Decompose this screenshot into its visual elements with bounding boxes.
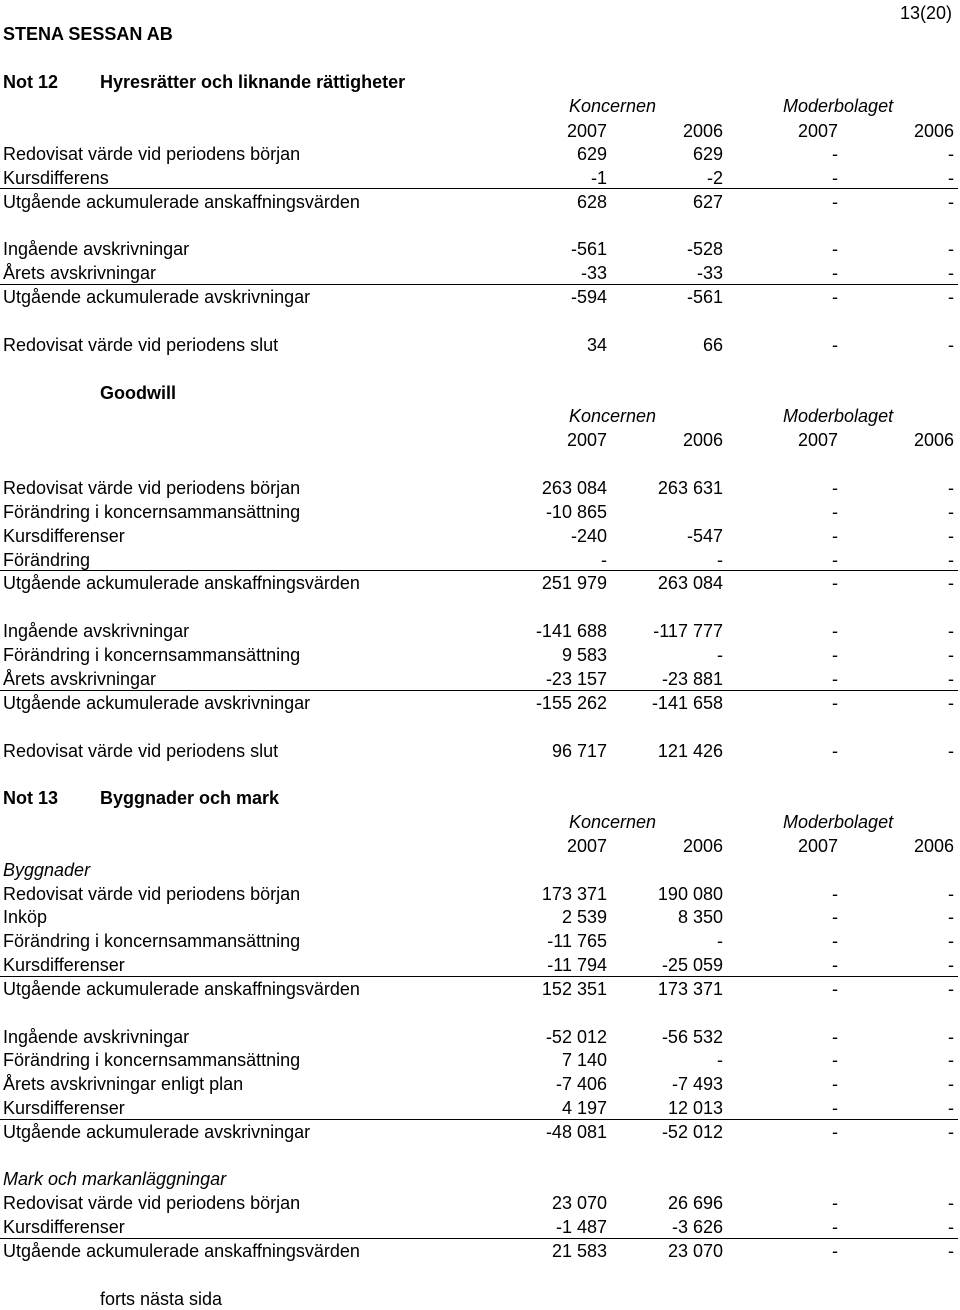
cell: - [832,1217,838,1237]
row-label: Redovisat värde vid periodens slut [3,741,279,761]
cell: - [948,621,954,641]
row-label: Kursdifferenser [3,526,125,546]
row-label: Utgående ackumulerade avskrivningar [3,1122,311,1142]
row-label: Årets avskrivningar enligt plan [3,1074,244,1094]
page-number: 13(20) [899,3,952,23]
cell: - [832,979,838,999]
cell: - [832,144,838,164]
cell: 66 [702,335,723,355]
cell: 7 140 [561,1050,607,1070]
cell: - [948,693,954,713]
header-moderbolaget: Moderbolaget [783,812,894,832]
cell: - [948,1098,954,1118]
note-13-title: Byggnader och mark [100,788,280,808]
year-header: 2006 [913,836,954,856]
cell: - [832,621,838,641]
row-label: Utgående ackumulerade avskrivningar [3,287,311,307]
header-koncernen: Koncernen [569,812,657,832]
cell: - [948,884,954,904]
year-header: 2006 [682,430,723,450]
sum-rule [0,188,958,189]
cell: - [832,573,838,593]
row-label: Kursdifferenser [3,1098,125,1118]
cell: - [832,335,838,355]
note-12-number: Not 12 [3,72,59,92]
cell: - [832,1098,838,1118]
cell: 628 [576,192,607,212]
cell: -23 157 [545,669,607,689]
cell: - [948,239,954,259]
cell: - [832,263,838,283]
row-label: Förändring i koncernsammansättning [3,502,301,522]
cell: 629 [692,144,723,164]
cell: 173 371 [657,979,723,999]
cell: - [948,335,954,355]
cell: -23 881 [661,669,723,689]
row-label: Redovisat värde vid periodens början [3,884,301,904]
cell: - [832,502,838,522]
goodwill-title: Goodwill [100,383,176,403]
cell: 23 070 [667,1241,723,1261]
cell: -117 777 [653,621,723,641]
sum-rule [0,690,958,691]
row-label: Årets avskrivningar [3,263,157,283]
cell: - [832,168,838,188]
year-header: 2007 [566,430,607,450]
cell: - [601,550,607,570]
cell: -240 [570,526,607,546]
cell: 9 583 [561,645,607,665]
cell: - [832,741,838,761]
cell: - [717,645,723,665]
cell: -48 081 [545,1122,607,1142]
cell: - [948,955,954,975]
cell: - [832,1050,838,1070]
sum-rule [0,976,958,977]
cell: - [948,669,954,689]
cell: - [832,1074,838,1094]
cell: -1 [590,168,607,188]
cell: - [717,1050,723,1070]
cell: - [948,168,954,188]
cell: -7 406 [555,1074,607,1094]
cell: - [832,669,838,689]
cell: - [832,192,838,212]
cell: - [832,931,838,951]
row-label: Förändring i koncernsammansättning [3,645,301,665]
cell: -547 [686,526,723,546]
cell: - [832,287,838,307]
cell: 121 426 [657,741,723,761]
cell: - [948,478,954,498]
cell: - [948,573,954,593]
cell: - [948,502,954,522]
cell: 263 084 [541,478,607,498]
cell: - [832,1122,838,1142]
cell: - [948,645,954,665]
cell: 152 351 [541,979,607,999]
row-label: Utgående ackumulerade anskaffningsvärden [3,573,360,593]
year-header: 2007 [566,836,607,856]
cell: 263 084 [657,573,723,593]
cell: - [948,907,954,927]
cell: - [832,645,838,665]
year-header: 2007 [797,121,838,141]
cell: -25 059 [661,955,723,975]
row-label: Utgående ackumulerade anskaffningsvärden [3,1241,360,1261]
cell: -2 [706,168,723,188]
row-label: Inköp [3,907,48,927]
cell: - [948,1027,954,1047]
row-label: Kursdifferenser [3,1217,125,1237]
row-label: Ingående avskrivningar [3,1027,190,1047]
cell: -52 012 [545,1027,607,1047]
cell: - [948,192,954,212]
cell: -594 [570,287,607,307]
header-koncernen: Koncernen [569,406,657,426]
cell: - [832,693,838,713]
row-label: Redovisat värde vid periodens början [3,144,301,164]
header-moderbolaget: Moderbolaget [783,406,894,426]
row-label: Redovisat värde vid periodens slut [3,335,279,355]
cell: - [948,1050,954,1070]
cell: 190 080 [657,884,723,904]
land-heading: Mark och markanläggningar [3,1169,227,1189]
cell: - [948,741,954,761]
row-label: Ingående avskrivningar [3,621,190,641]
cell: - [948,144,954,164]
cell: 8 350 [677,907,723,927]
cell: 12 013 [667,1098,723,1118]
cell: -33 [580,263,607,283]
row-label: Utgående ackumulerade anskaffningsvärden [3,192,360,212]
cell: - [948,1122,954,1142]
cell: - [948,1074,954,1094]
row-label: Förändring i koncernsammansättning [3,1050,301,1070]
cell: 629 [576,144,607,164]
cell: 251 979 [541,573,607,593]
cell: -33 [696,263,723,283]
cell: - [948,979,954,999]
cell: -561 [570,239,607,259]
row-label: Ingående avskrivningar [3,239,190,259]
cell: - [948,931,954,951]
cell: -141 688 [535,621,607,641]
cell: - [832,526,838,546]
header-moderbolaget: Moderbolaget [783,96,894,116]
note-13-number: Not 13 [3,788,59,808]
cell: -11 765 [547,931,607,951]
cell: - [832,239,838,259]
cell: - [948,1241,954,1261]
row-label: Årets avskrivningar [3,669,157,689]
year-header: 2006 [682,121,723,141]
cell: -1 487 [555,1217,607,1237]
sum-rule [0,1238,958,1239]
row-label: Förändring [3,550,91,570]
row-label: Utgående ackumulerade anskaffningsvärden [3,979,360,999]
year-header: 2006 [913,430,954,450]
cell: - [948,526,954,546]
cell: -7 493 [671,1074,723,1094]
cell: - [948,1217,954,1237]
cell: -141 658 [651,693,723,713]
cell: - [948,263,954,283]
cell: -56 532 [661,1027,723,1047]
cell: 2 539 [561,907,607,927]
cell: - [717,550,723,570]
cell: 21 583 [551,1241,607,1261]
row-label: Kursdifferenser [3,955,125,975]
cell: 263 631 [657,478,723,498]
cell: -11 794 [547,955,607,975]
cell: - [832,478,838,498]
buildings-heading: Byggnader [3,860,91,880]
cell: - [832,884,838,904]
year-header: 2007 [566,121,607,141]
cell: - [832,1241,838,1261]
cell: 26 696 [667,1193,723,1213]
sum-rule [0,570,958,571]
cell: - [832,1193,838,1213]
row-label: Redovisat värde vid periodens början [3,1193,301,1213]
cell: 96 717 [551,741,607,761]
cell: 34 [586,335,607,355]
cell: -155 262 [535,693,607,713]
cell: - [832,550,838,570]
cell: - [832,907,838,927]
continued-note: forts nästa sida [100,1289,223,1309]
cell: -528 [686,239,723,259]
year-header: 2006 [913,121,954,141]
cell: - [832,955,838,975]
sum-rule [0,284,958,285]
cell: - [717,931,723,951]
cell: - [948,1193,954,1213]
cell: - [948,550,954,570]
note-12-title: Hyresrätter och liknande rättigheter [100,72,406,92]
cell: 627 [692,192,723,212]
year-header: 2007 [797,836,838,856]
cell: 173 371 [541,884,607,904]
year-header: 2007 [797,430,838,450]
cell: -561 [686,287,723,307]
sum-rule [0,1119,958,1120]
row-label: Utgående ackumulerade avskrivningar [3,693,311,713]
row-label: Kursdifferens [3,168,109,188]
cell: - [948,287,954,307]
cell: 23 070 [551,1193,607,1213]
row-label: Redovisat värde vid periodens början [3,478,301,498]
company-name: STENA SESSAN AB [3,24,173,44]
cell: - [832,1027,838,1047]
cell: 4 197 [561,1098,607,1118]
row-label: Förändring i koncernsammansättning [3,931,301,951]
cell: -10 865 [545,502,607,522]
year-header: 2006 [682,836,723,856]
header-koncernen: Koncernen [569,96,657,116]
cell: -3 626 [671,1217,723,1237]
cell: -52 012 [661,1122,723,1142]
